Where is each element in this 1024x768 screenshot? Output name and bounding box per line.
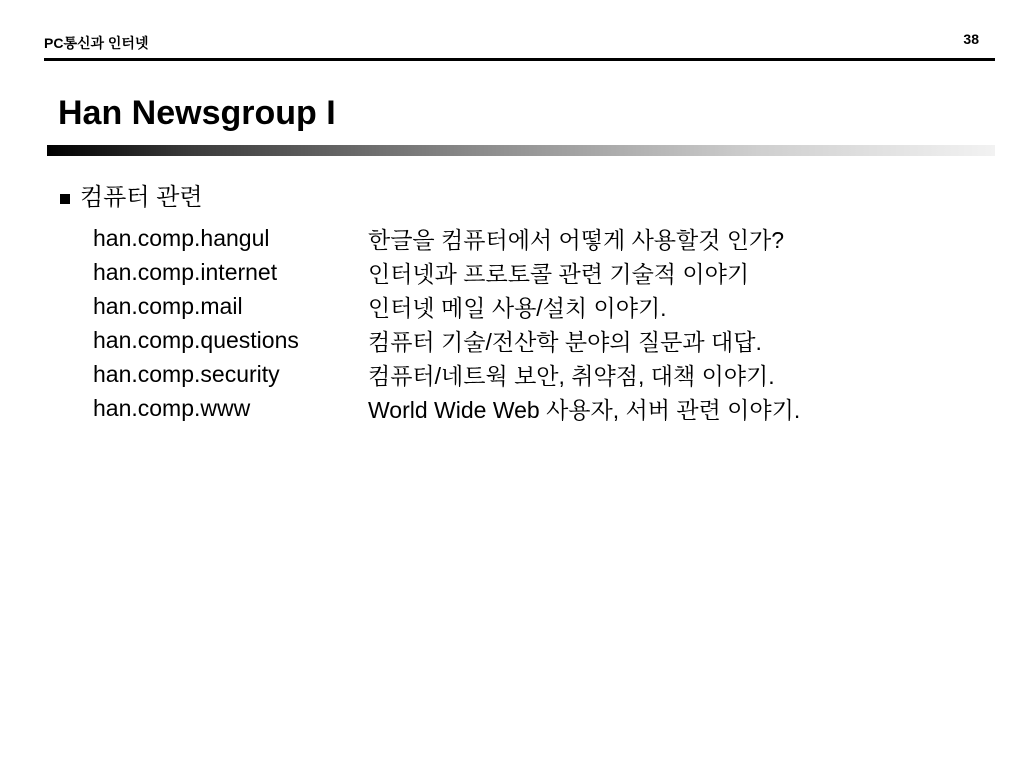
newsgroup-name: han.comp.internet bbox=[93, 258, 278, 285]
newsgroup-name: han.comp.www bbox=[93, 394, 251, 421]
slide-title: Han Newsgroup I bbox=[58, 94, 336, 132]
square-bullet-icon bbox=[60, 194, 70, 204]
list-item bbox=[93, 357, 800, 391]
section-heading bbox=[60, 186, 203, 210]
list-item bbox=[93, 391, 800, 425]
list-item bbox=[93, 289, 800, 323]
newsgroup-description: World Wide Web 사용자, 서버 관련 이야기. bbox=[368, 396, 801, 423]
section-heading-text: 컴퓨터 관련 bbox=[80, 184, 203, 211]
course-title: PC통신과 인터넷 bbox=[44, 35, 149, 51]
newsgroup-description: 컴퓨터 기술/전산학 분야의 질문과 대답. bbox=[368, 328, 762, 355]
newsgroup-description: 컴퓨터/네트웍 보안, 취약점, 대책 이야기. bbox=[368, 362, 775, 389]
newsgroup-list bbox=[93, 221, 800, 425]
newsgroup-name: han.comp.mail bbox=[93, 292, 243, 319]
page-number: 38 bbox=[963, 31, 979, 47]
newsgroup-description: 한글을 컴퓨터에서 어떻게 사용할것 인가? bbox=[368, 226, 785, 253]
list-item bbox=[93, 221, 800, 255]
list-item bbox=[93, 255, 800, 289]
title-gradient-bar bbox=[47, 145, 995, 156]
newsgroup-description: 인터넷 메일 사용/설치 이야기. bbox=[368, 294, 667, 321]
newsgroup-name: han.comp.questions bbox=[93, 326, 299, 353]
newsgroup-name: han.comp.security bbox=[93, 360, 280, 387]
newsgroup-name: han.comp.hangul bbox=[93, 224, 270, 251]
newsgroup-description: 인터넷과 프로토콜 관련 기술적 이야기 bbox=[368, 260, 750, 287]
list-item bbox=[93, 323, 800, 357]
header-divider bbox=[44, 58, 995, 61]
